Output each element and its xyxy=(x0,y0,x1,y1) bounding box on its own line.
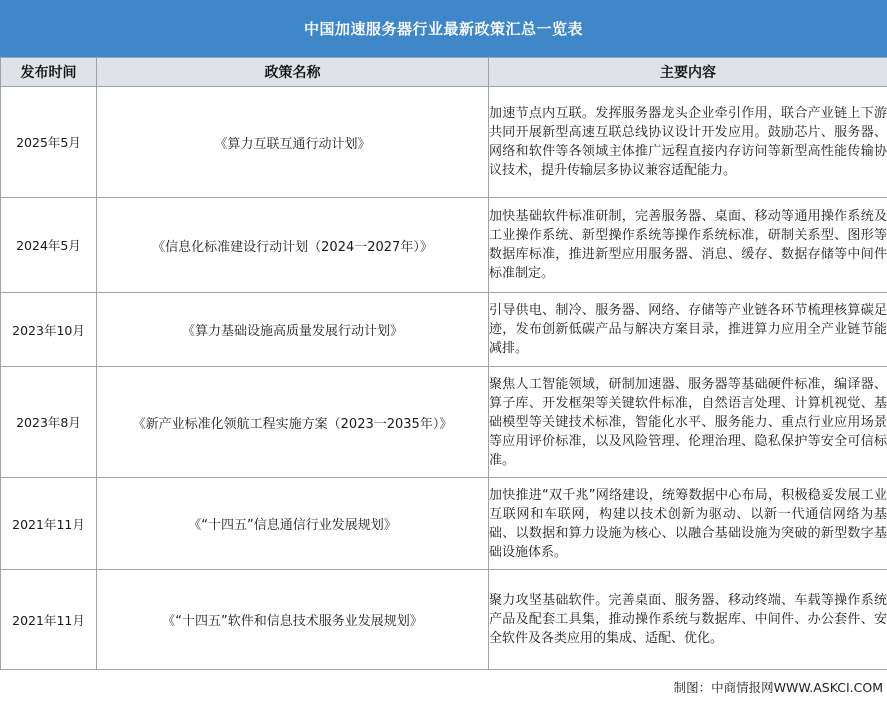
table-row xyxy=(1,478,887,570)
table-row xyxy=(1,87,887,198)
row-content: 聚焦人工智能领域，研制加速器、服务器等基础硬件标准，编译器、算子库、开发框架等关键软件标准，自然语言处理、计算机视觉、基础模型等关键技术标准，智能化水平、服务能力、重点行业应用场景等应用评价标准，以及风险管理、伦理治理、隐私保护等安全可信标准。 xyxy=(489,367,887,478)
row-date: 2025年5月 xyxy=(1,87,97,198)
source-credit: 制图：中商情报网WWW.ASKCI.COM xyxy=(673,680,883,695)
row-date: 2021年11月 xyxy=(1,570,97,670)
table-row xyxy=(1,293,887,367)
table-row xyxy=(1,570,887,670)
header-content: 主要内容 xyxy=(489,58,887,87)
row-date: 2021年11月 xyxy=(1,478,97,570)
table-row xyxy=(1,198,887,293)
row-policy-name: 《信息化标准建设行动计划（2024一2027年）》 xyxy=(97,198,489,293)
row-policy-name: 《算力互联互通行动计划》 xyxy=(97,87,489,198)
row-policy-name: 《“十四五”软件和信息技术服务业发展规划》 xyxy=(97,570,489,670)
row-content: 加速节点内互联。发挥服务器龙头企业牵引作用，联合产业链上下游共同开展新型高速互联总线协议设计开发应用。鼓励芯片、服务器、网络和软件等各领域主体推广远程直接内存访问等新型高性能传输协议技术，提升传输层多协议兼容适配能力。 xyxy=(489,87,887,198)
row-content: 聚力攻坚基础软件。完善桌面、服务器、移动终端、车载等操作系统产品及配套工具集，推动操作系统与数据库、中间件、办公套件、安全软件及各类应用的集成、适配、优化。 xyxy=(489,570,887,670)
row-date: 2023年8月 xyxy=(1,367,97,478)
header-date: 发布时间 xyxy=(1,58,97,87)
row-policy-name: 《算力基础设施高质量发展行动计划》 xyxy=(97,293,489,367)
table-title: 中国加速服务器行业最新政策汇总一览表 xyxy=(0,0,887,57)
table-row xyxy=(1,367,887,478)
row-date: 2024年5月 xyxy=(1,198,97,293)
row-content: 引导供电、制冷、服务器、网络、存储等产业链各环节梳理核算碳足迹，发布创新低碳产品与解决方案目录，推进算力应用全产业链节能减排。 xyxy=(489,293,887,367)
row-policy-name: 《“十四五”信息通信行业发展规划》 xyxy=(97,478,489,570)
policy-table xyxy=(0,57,887,670)
header-name: 政策名称 xyxy=(97,58,489,87)
header-row xyxy=(1,58,887,87)
row-date: 2023年10月 xyxy=(1,293,97,367)
row-content: 加快推进“双千兆”网络建设，统筹数据中心布局，积极稳妥发展工业互联网和车联网，构建以技术创新为驱动、以新一代通信网络为基础、以数据和算力设施为核心、以融合基础设施为突破的新型数字基础设施体系。 xyxy=(489,478,887,570)
row-content: 加快基础软件标准研制，完善服务器、桌面、移动等通用操作系统及工业操作系统、新型操作系统等操作系统标准，研制关系型、图形等数据库标准，推进新型应用服务器、消息、缓存、数据存储等中间件标准制定。 xyxy=(489,198,887,293)
row-policy-name: 《新产业标准化领航工程实施方案（2023一2035年）》 xyxy=(97,367,489,478)
